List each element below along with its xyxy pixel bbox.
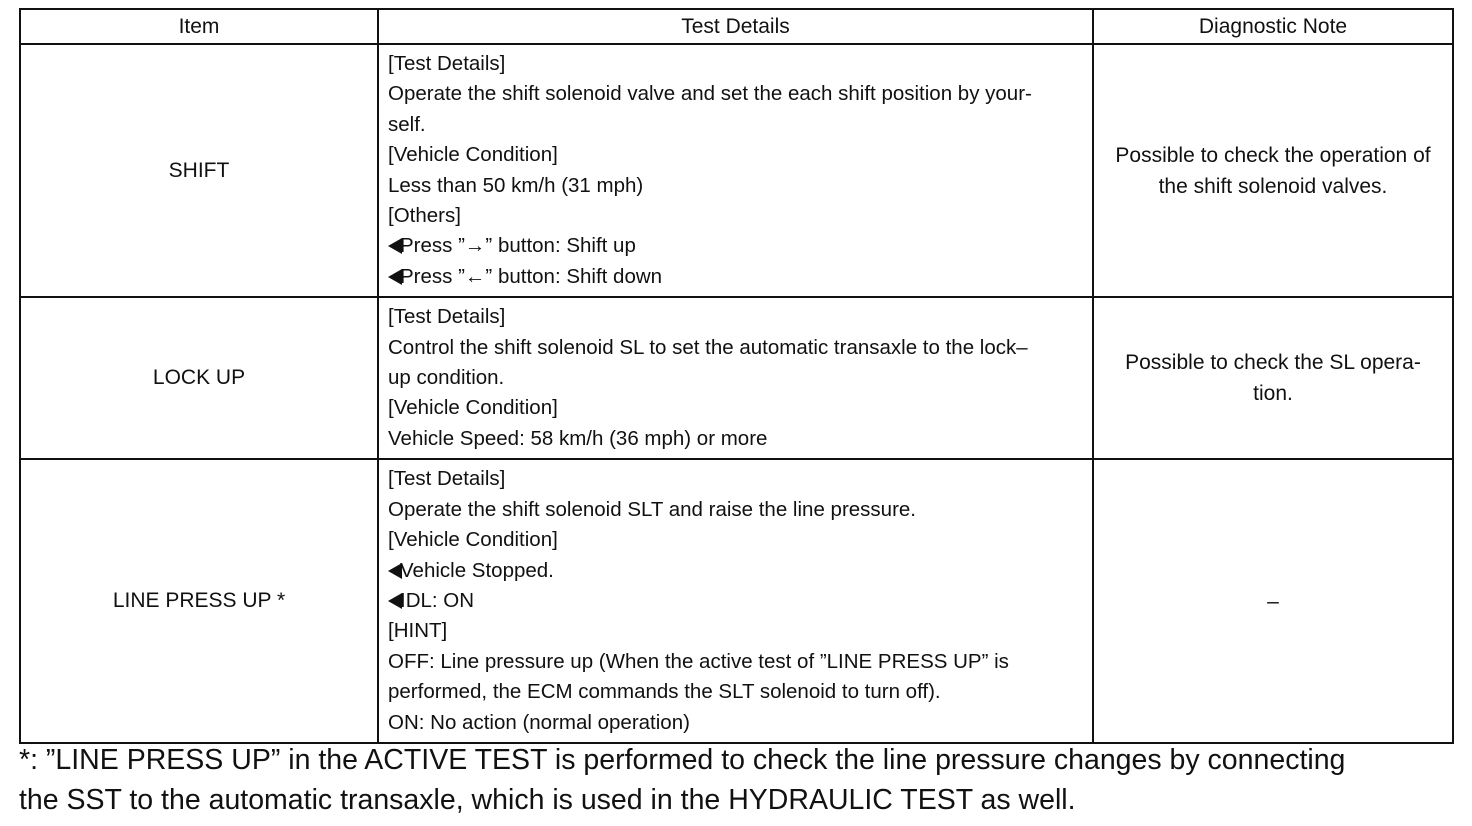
item-cell: LINE PRESS UP *: [20, 459, 378, 743]
detail-text: [Vehicle Condition]: [388, 143, 558, 167]
detail-line: [388, 79, 1084, 109]
detail-line: [388, 677, 1084, 707]
detail-text: self.: [388, 112, 426, 136]
detail-line: [388, 495, 1084, 525]
detail-line: [388, 708, 1084, 738]
detail-text: [Vehicle Condition]: [388, 528, 558, 552]
column-header-item: Item: [20, 9, 378, 44]
detail-text: Control the shift solenoid SL to set the automatic transaxle to the lock–: [388, 335, 1028, 359]
detail-text: [Test Details]: [388, 467, 506, 491]
detail-line: [388, 49, 1084, 79]
note-line: the shift solenoid valves.: [1158, 174, 1388, 198]
detail-text: [Test Details]: [388, 305, 506, 329]
detail-line: [388, 464, 1084, 494]
note-line: –: [1267, 589, 1279, 613]
test-details-cell: [378, 297, 1093, 459]
detail-line: [388, 556, 1084, 586]
detail-text: [Test Details]: [388, 52, 506, 75]
table-row: [20, 44, 1453, 297]
test-details-cell: [378, 44, 1093, 297]
detail-line: [388, 586, 1084, 616]
column-header-test-details: Test Details: [378, 9, 1093, 44]
detail-text: performed, the ECM commands the SLT solenoid to turn off).: [388, 680, 941, 704]
detail-line: [388, 171, 1084, 201]
detail-line: [388, 616, 1084, 646]
detail-line: [388, 363, 1084, 393]
detail-text: Less than 50 km/h (31 mph): [388, 173, 644, 197]
detail-line: [388, 302, 1084, 332]
detail-line: [388, 393, 1084, 423]
detail-line: [388, 110, 1084, 140]
detail-text: Press ”←” button: Shift down: [400, 264, 663, 288]
detail-text: [Vehicle Condition]: [388, 396, 558, 420]
detail-text: Vehicle Stopped.: [400, 558, 554, 582]
note-line: tion.: [1253, 382, 1293, 406]
detail-text: Operate the shift solenoid valve and set the each shift position by your-: [388, 82, 1032, 106]
footnote: [19, 740, 1459, 820]
detail-line: [388, 333, 1084, 363]
detail-line: [388, 140, 1084, 170]
diagnostic-note-cell: [1093, 44, 1453, 297]
table-header-row: [20, 9, 1453, 44]
detail-line: [388, 262, 1084, 292]
detail-text: up condition.: [388, 366, 505, 390]
detail-text: ON: No action (normal operation): [388, 710, 690, 734]
detail-line: [388, 647, 1084, 677]
detail-text: Operate the shift solenoid SLT and raise the line pressure.: [388, 497, 916, 521]
detail-line: [388, 201, 1084, 231]
diagnostic-table: [19, 8, 1454, 744]
detail-text: [Others]: [388, 204, 461, 228]
detail-line: [388, 231, 1084, 261]
diagnostic-note-cell: [1093, 297, 1453, 459]
note-line: Possible to check the operation of: [1115, 143, 1431, 167]
detail-text: IDL: ON: [400, 588, 475, 612]
note-line: Possible to check the SL opera-: [1125, 351, 1421, 375]
footnote-line: *: ”LINE PRESS UP” in the ACTIVE TEST is performed to check the line pressure changes by connecting: [19, 744, 1346, 776]
detail-text: Press ”→” button: Shift up: [400, 234, 636, 258]
detail-text: [HINT]: [388, 619, 448, 643]
detail-line: [388, 525, 1084, 555]
test-details-cell: [378, 459, 1093, 743]
detail-text: Vehicle Speed: 58 km/h (36 mph) or more: [388, 426, 768, 450]
detail-text: OFF: Line pressure up (When the active test of ”LINE PRESS UP” is: [388, 649, 1009, 673]
table-row: [20, 297, 1453, 459]
detail-line: [388, 424, 1084, 454]
table-row: [20, 459, 1453, 743]
diagnostic-note-cell: [1093, 459, 1453, 743]
item-cell: LOCK UP: [20, 297, 378, 459]
column-header-diagnostic-note: Diagnostic Note: [1093, 9, 1453, 44]
footnote-line: the SST to the automatic transaxle, which is used in the HYDRAULIC TEST as well.: [19, 784, 1076, 816]
item-cell: SHIFT: [20, 44, 378, 297]
